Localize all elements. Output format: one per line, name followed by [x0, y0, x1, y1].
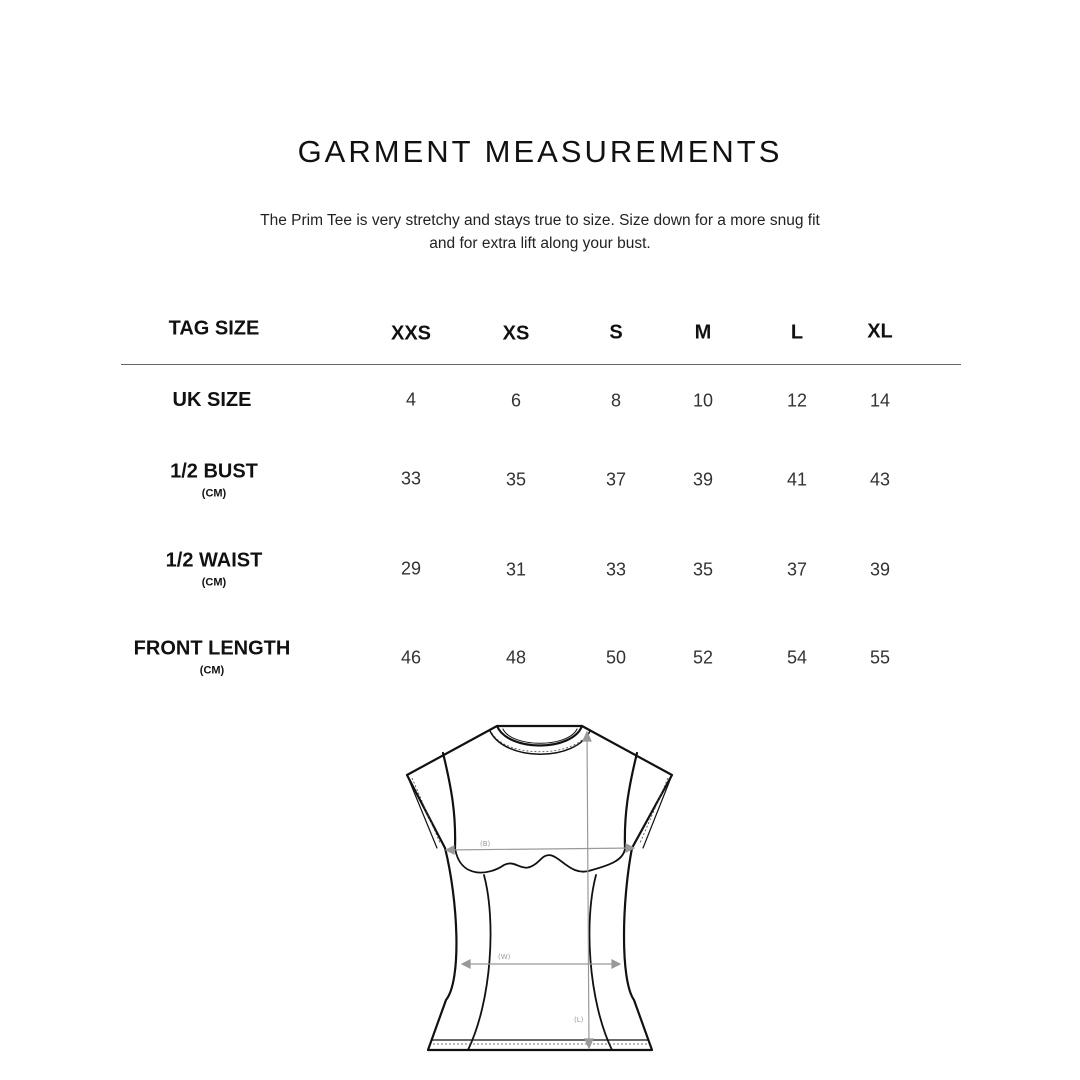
row-label-text: UK SIZE	[172, 389, 252, 411]
row-label-text: 1/2 WAIST	[165, 549, 263, 572]
table-cell: 31	[505, 559, 527, 580]
table-cell: 37	[605, 469, 627, 490]
table-cell: 33	[605, 559, 627, 580]
size-header-m: M	[694, 321, 712, 344]
size-header-l: L	[790, 321, 804, 344]
size-header-xxs: XXS	[390, 322, 432, 345]
bust-measure-line	[446, 848, 634, 850]
table-cell: 10	[692, 390, 714, 411]
row-unit: (CM)	[201, 487, 227, 500]
size-header-xl: XL	[867, 320, 893, 343]
table-cell: 39	[869, 559, 891, 580]
size-note-line-1: The Prim Tee is very stretchy and stays true to size. Size down for a more snug fit	[260, 212, 820, 229]
table-cell: 35	[505, 469, 527, 490]
length-marker-label: (L)	[574, 1016, 584, 1024]
row-unit: (CM)	[199, 664, 225, 677]
table-cell: 41	[786, 469, 808, 490]
row-label-half-bust	[170, 460, 258, 501]
length-measure-line	[587, 732, 589, 1048]
table-cell: 12	[786, 390, 808, 411]
table-cell: 33	[400, 468, 422, 489]
tshirt-sleeve-left	[443, 753, 455, 848]
tag-size-header: TAG SIZE	[168, 317, 260, 340]
table-cell: 46	[400, 647, 422, 668]
page-title: GARMENT MEASUREMENTS	[297, 134, 783, 169]
table-cell: 6	[510, 390, 522, 411]
waist-marker-label: (W)	[498, 953, 511, 961]
row-label-half-waist	[166, 549, 263, 590]
table-cell: 48	[505, 647, 527, 668]
table-cell: 55	[869, 647, 891, 668]
table-cell: 4	[405, 389, 417, 410]
table-cell: 52	[692, 647, 714, 668]
size-note-line-2: and for extra lift along your bust.	[429, 235, 651, 252]
row-label-uk-size	[173, 388, 252, 412]
table-cell: 37	[786, 559, 808, 580]
tshirt-sleeve-right	[625, 753, 637, 848]
table-cell: 14	[869, 390, 891, 411]
row-label-front-length	[134, 637, 291, 678]
size-note	[240, 209, 840, 255]
row-label-text: 1/2 BUST	[170, 460, 258, 483]
row-unit: (CM)	[201, 576, 227, 589]
table-cell: 29	[400, 558, 422, 579]
size-header-s: S	[609, 321, 623, 344]
table-cell: 50	[605, 647, 627, 668]
tshirt-bust-seam	[455, 848, 625, 873]
row-label-text: FRONT LENGTH	[133, 637, 291, 660]
table-cell: 8	[610, 390, 622, 411]
size-header-xs: XS	[502, 322, 530, 345]
header-divider	[121, 364, 961, 365]
bust-marker-label: (B)	[480, 840, 491, 848]
table-cell: 39	[692, 469, 714, 490]
table-cell: 43	[869, 469, 891, 490]
table-cell: 35	[692, 559, 714, 580]
table-cell: 54	[786, 647, 808, 668]
tshirt-diagram	[400, 720, 680, 1060]
